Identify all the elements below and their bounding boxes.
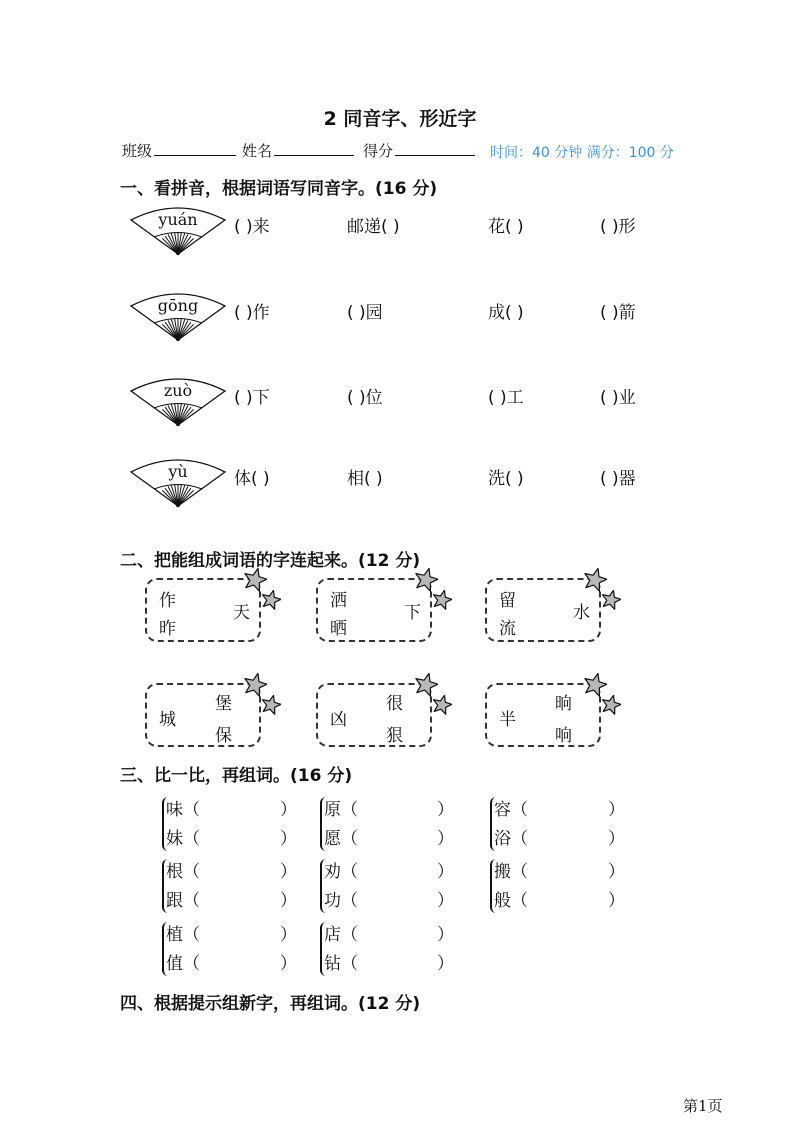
blank-word-4[interactable]: ( )器 (600, 469, 636, 489)
blank-word-3[interactable]: 成( ) (488, 303, 524, 323)
char-option[interactable]: 保 (215, 726, 232, 746)
compare-char[interactable]: 搬（ (494, 862, 528, 882)
char-option[interactable]: 晌 (555, 694, 572, 714)
compare-char[interactable]: 值（ (166, 954, 200, 974)
blank-word-1[interactable]: ( )下 (234, 388, 270, 408)
char-option[interactable]: 洒 (330, 591, 347, 611)
blank-word-2[interactable]: 相( ) (347, 469, 383, 489)
compare-char[interactable]: 般（ (494, 891, 528, 911)
section2-title: 二、把能组成词语的字连起来。(12 分) (120, 551, 421, 571)
class-field[interactable] (122, 140, 236, 161)
close-paren: ） (437, 954, 454, 974)
blank-word-2[interactable]: ( )园 (347, 303, 383, 323)
section4-title: 四、根据提示组新字，再组词。(12 分) (120, 994, 421, 1014)
blank-word-1[interactable]: ( )来 (234, 217, 270, 237)
blank-word-1[interactable]: 体( ) (234, 469, 270, 489)
close-paren: ） (437, 800, 454, 820)
char-target[interactable]: 下 (404, 603, 421, 623)
close-paren: ） (608, 862, 625, 882)
section1-title: 一、看拼音，根据词语写同音字。(16 分) (120, 179, 438, 199)
pinyin-label: yuán (158, 210, 198, 229)
time-info: 时间：40 分钟 满分：100 分 (490, 145, 674, 161)
star-icon (601, 695, 621, 719)
char-target[interactable]: 天 (233, 603, 250, 623)
close-paren: ） (437, 891, 454, 911)
close-paren: ） (437, 925, 454, 945)
close-paren: ） (280, 954, 297, 974)
blank-word-4[interactable]: ( )业 (600, 388, 636, 408)
pinyin-label: gōng (157, 296, 199, 315)
char-option[interactable]: 狠 (386, 726, 403, 746)
star-icon (432, 590, 452, 614)
blank-word-4[interactable]: ( )箭 (600, 303, 636, 323)
class-label: 班级 (122, 142, 153, 160)
score-field[interactable] (363, 140, 475, 161)
char-target[interactable]: 凶 (330, 710, 347, 730)
close-paren: ） (608, 800, 625, 820)
char-target[interactable]: 半 (499, 710, 516, 730)
char-target[interactable]: 水 (573, 603, 590, 623)
char-option[interactable]: 响 (555, 726, 572, 746)
close-paren: ） (280, 891, 297, 911)
close-paren: ） (437, 829, 454, 849)
pinyin-label: zuò (163, 381, 193, 400)
close-paren: ） (280, 925, 297, 945)
star-icon (432, 695, 452, 719)
compare-char[interactable]: 钻（ (324, 954, 358, 974)
compare-char[interactable]: 原（ (324, 800, 358, 820)
compare-char[interactable]: 植（ (166, 925, 200, 945)
blank-word-2[interactable]: ( )位 (347, 388, 383, 408)
blank-word-3[interactable]: ( )工 (488, 388, 524, 408)
compare-char[interactable]: 根（ (166, 862, 200, 882)
compare-char[interactable]: 劝（ (324, 862, 358, 882)
char-option[interactable]: 堡 (215, 694, 232, 714)
score-label: 得分 (363, 142, 394, 160)
star-icon (261, 695, 281, 719)
compare-char[interactable]: 跟（ (166, 891, 200, 911)
char-option[interactable]: 作 (159, 591, 176, 611)
pinyin-label: yù (168, 462, 188, 481)
close-paren: ） (280, 829, 297, 849)
compare-char[interactable]: 浴（ (494, 829, 528, 849)
blank-word-1[interactable]: ( )作 (234, 303, 270, 323)
char-option[interactable]: 流 (499, 619, 516, 639)
blank-word-3[interactable]: 花( ) (488, 217, 524, 237)
compare-char[interactable]: 店（ (324, 925, 358, 945)
char-option[interactable]: 很 (386, 694, 403, 714)
compare-char[interactable]: 容（ (494, 800, 528, 820)
compare-char[interactable]: 功（ (324, 891, 358, 911)
char-option[interactable]: 昨 (159, 619, 176, 639)
class-underline (154, 141, 236, 156)
name-label: 姓名 (242, 142, 273, 160)
close-paren: ） (608, 891, 625, 911)
close-paren: ） (280, 862, 297, 882)
char-option[interactable]: 晒 (330, 619, 347, 639)
compare-char[interactable]: 妹（ (166, 829, 200, 849)
star-icon (261, 590, 281, 614)
char-option[interactable]: 留 (499, 591, 516, 611)
name-field[interactable] (242, 140, 354, 161)
star-icon (601, 590, 621, 614)
close-paren: ） (280, 800, 297, 820)
compare-char[interactable]: 愿（ (324, 829, 358, 849)
close-paren: ） (437, 862, 454, 882)
name-underline (274, 141, 354, 156)
section3-title: 三、比一比，再组词。(16 分) (120, 766, 353, 786)
page-title: 2 同音字、形近字 (323, 108, 477, 130)
compare-char[interactable]: 味（ (166, 800, 200, 820)
blank-word-4[interactable]: ( )形 (600, 217, 636, 237)
score-underline (395, 141, 475, 156)
char-target[interactable]: 城 (159, 710, 176, 730)
blank-word-2[interactable]: 邮递( ) (347, 217, 400, 237)
page-number: 第1页 (683, 1097, 723, 1115)
blank-word-3[interactable]: 洗( ) (488, 469, 524, 489)
close-paren: ） (608, 829, 625, 849)
